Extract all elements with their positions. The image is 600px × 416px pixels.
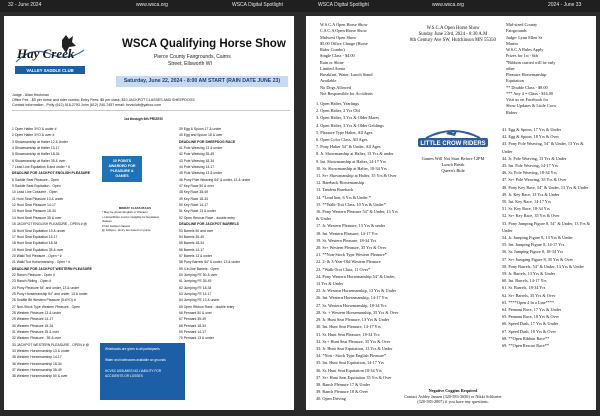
right-issue: 2024 - June 33 bbox=[548, 2, 582, 8]
list-item: 40. Open Driving bbox=[316, 396, 346, 402]
list-item: 67. Speed Dash, 18 Yrs & Over bbox=[502, 328, 556, 334]
divider bbox=[12, 110, 290, 111]
list-item: 30 Western Pleasure 18-34 bbox=[12, 323, 54, 328]
list-item: 52 Open Rescue Race - double entry bbox=[179, 215, 235, 220]
list-item: 28. Sr. + Western Horsemanship, 35 Yrs & Over bbox=[316, 309, 399, 315]
logo-sub: VALLEY SADDLE CLUB bbox=[26, 68, 74, 73]
list-item: 67 Pennant 35-49 bbox=[179, 317, 206, 322]
list-item: 50 Key Race 14-17 bbox=[179, 203, 209, 208]
list-item: 21 Walk/Trot Horsemanship - Open * # bbox=[12, 260, 71, 265]
logo-text: Hay Creek bbox=[17, 46, 75, 61]
list-item: 33. Jr. Hunt Seat Equitation, 13 Yrs & Under bbox=[316, 345, 393, 351]
list-item: 10 Lead Line Costume - Open bbox=[12, 190, 58, 195]
list-item: 29. Jr. Hunt Seat Pleasure, 13 Yrs & Under bbox=[316, 317, 390, 323]
list-item: 14. *Lead line, 6 Yrs & Under * bbox=[316, 194, 371, 200]
list-item: 70 Pennant 13 & under bbox=[179, 336, 214, 341]
list-item: 58. Pony Barrels, 54" & Under, 13 Yrs & Under bbox=[502, 263, 584, 269]
list-item: 46. Sr. Pole Weaving, 18-34 Yrs bbox=[502, 170, 557, 176]
list-item: 47 Key Race 50 & over bbox=[179, 184, 214, 189]
list-item: 63 Jumping FE 14-17 bbox=[179, 291, 212, 296]
list-item: 5 Showmanship at Halter 18-34 bbox=[12, 152, 60, 157]
list-item: 35 Western Horsemanship 14-17 bbox=[12, 355, 62, 360]
footer-line: Negative Coggins Required bbox=[428, 388, 478, 393]
info-box-line: HCVSC ASSUMES NO LIABILITY FOR ACCIDENTS OR LOSSES bbox=[105, 369, 162, 378]
list-item: 11. Sr+ Showmanship at Halter, 35 Yrs & Over bbox=[316, 173, 397, 179]
list-item: DEADLINE FOR JACKPOT WESTERN PLEASURE bbox=[12, 266, 92, 271]
list-item: Prizes for 1st - 6th bbox=[506, 53, 538, 59]
list-item: 1. Open Halter, Yearlings bbox=[316, 101, 360, 106]
list-item: 53. Pony Jumping Figure 8, 54" & Under, 13 Yrs & bbox=[502, 220, 590, 226]
list-item: 47. Sr+ Pole Weaving, 35 Yrs & Over bbox=[502, 177, 567, 183]
right-page bbox=[306, 16, 596, 410]
list-item: 55. Int. Jumping Figure 8, 14-17 Yrs bbox=[502, 242, 565, 248]
points-box bbox=[102, 156, 142, 182]
venue-line-2: Street, Ellsworth WI bbox=[168, 61, 212, 67]
list-item: 4. Open Halter, 3 Yrs & Older Geldings bbox=[316, 122, 384, 128]
list-item: 52. Sr+ Key Race, 35 Yrs & Over bbox=[502, 213, 560, 219]
points-box-line: GAMES bbox=[115, 174, 129, 178]
list-item: 4 Showmanship at Halter 13-17 bbox=[12, 146, 60, 151]
list-item: 9 Saddle Seat Equitation - Open bbox=[12, 184, 61, 189]
list-item: 8. Jr. Showmanship at Halter, 13 Yrs & under bbox=[316, 151, 394, 157]
list-item: 2 Open Halter 3YO & over # bbox=[12, 133, 55, 138]
left-page bbox=[4, 16, 294, 410]
list-item: 55 Barrels 18-34 bbox=[179, 241, 205, 246]
list-item: 21. **Non-Stock Type Western Pleasure* bbox=[316, 252, 387, 258]
list-item: 41. Egg & Spoon, 17 Yrs & Under bbox=[502, 127, 561, 132]
footer-line: (320-583-2807) if you have any questions. bbox=[417, 399, 489, 405]
heading-line: W.S.C.A Open Horse Show bbox=[426, 26, 480, 31]
list-item: DEADLINE FOR JACKPOT BARRELS bbox=[179, 222, 239, 227]
list-item: 37. Sr+ Hunt Seat Equitation 35 Yrs & Over bbox=[316, 374, 392, 380]
hay-creek-logo bbox=[12, 32, 88, 82]
info-contact: Contact Information - Polly (612) 518-2793 John (612) 240-7457 email: hcvsclub@yahoo.com bbox=[12, 103, 162, 107]
list-item: 61. Sr. Barrels, 18-34 Yrs bbox=[502, 285, 546, 291]
show-details-list bbox=[316, 22, 373, 97]
list-item: 30. Int. Hunt Seat Pleasure, 14-17 Yrs bbox=[316, 324, 381, 330]
list-item: 15 JACKPOT ENGLISH PLEASURE - OPEN # @ bbox=[12, 222, 87, 227]
list-item: 31 Western Pleasure 35 & over bbox=[12, 330, 60, 334]
list-item: Pleasure Horsemanship bbox=[506, 72, 547, 77]
list-item: Mid-sized County bbox=[506, 22, 538, 27]
list-item: 69 Pennant 14-17 bbox=[179, 330, 206, 334]
list-item: 15. **Walk-Trot Class, 10 Yrs & Under* bbox=[316, 201, 386, 207]
list-item: 56 Barrels 14-17 bbox=[179, 247, 205, 252]
list-item: 32 Western Pleasure - 55 & over bbox=[12, 336, 62, 341]
list-item: 64 Jumping FE 13 & under bbox=[179, 298, 220, 303]
list-item: 51. Sr. Key Race, 18-34 Yrs bbox=[502, 206, 550, 212]
info-box-line: Water and bathrooms available on grounds bbox=[105, 358, 166, 362]
list-item: other bbox=[506, 65, 515, 71]
list-item: 10. Sr. Showmanship at Halter, 18-34 Yrs bbox=[316, 165, 387, 171]
list-item: 43. Pony Pole Weaving, 54" & Under, 13 Yrs & bbox=[502, 141, 584, 147]
list-item: 38. Ranch Pleasure 17 & Under bbox=[316, 381, 371, 387]
left-issue: 32 - June 2024 bbox=[8, 2, 42, 8]
note-line: + Horse/Rider combo ineligible for Equitation classes bbox=[102, 214, 160, 224]
list-item: C.S.C.A Open Horse Show bbox=[320, 28, 367, 34]
list-item: 50. Int. Key Race, 14-17 Yrs bbox=[502, 199, 551, 205]
info-fees: Office Fee - $5 per horse and rider combo; Entry Fees: $5 per class; $10 JACKPOT CLASSES AND SHEEPDOGS bbox=[12, 98, 195, 102]
list-item: 46 Pony Pole Weaving 54" & under, 13 & under bbox=[179, 177, 251, 182]
left-site: www.wsca.org bbox=[136, 2, 168, 8]
list-item: $5.00 Office Charge (Horse bbox=[320, 40, 368, 46]
list-item: 11 Hunt Seat Pleasure 13 & under bbox=[12, 196, 64, 201]
list-item: 49 Key Race 18-34 bbox=[179, 196, 209, 201]
list-item: Fairgrounds bbox=[506, 28, 527, 34]
rules-list bbox=[502, 22, 556, 116]
list-item: 66. Speed Dash, 17 Yrs & Under bbox=[502, 321, 559, 327]
list-item: 32. Sr.+ Hunt Seat Pleasure, 35 Yrs & Over bbox=[316, 338, 391, 344]
venue-line-1: Pierce County Fairgrounds, Cairns bbox=[154, 54, 231, 60]
deadline-line: Lunch Break bbox=[441, 162, 465, 168]
prizes-header: 1st through 6th PRIZES! bbox=[124, 117, 163, 121]
list-item: Breakfast, Water, Lunch Stand bbox=[320, 72, 373, 77]
list-item: 33 JACKPOT WESTERN PLEASURE - OPEN # @ bbox=[12, 342, 90, 347]
list-item: 58 Pony Barrels 54" & under, 13 & under bbox=[179, 260, 241, 265]
list-item: 13 Yrs & Under bbox=[316, 281, 344, 287]
list-item: 24. Pony Western Horsemanship 54" & Under, bbox=[316, 273, 396, 279]
list-item: 62. Sr+ Barrels, 35 Yrs & Over bbox=[502, 292, 556, 298]
list-item: DEADLINE FOR SHEEPDOG RACE bbox=[179, 139, 236, 144]
note-line: # Not Jackpot classes bbox=[102, 223, 131, 228]
list-item: 54 Barrels 35-49 bbox=[179, 234, 205, 239]
list-item: 44 Pole Weaving 14-17 bbox=[179, 165, 215, 170]
list-item: 66 Pennant 50 & over bbox=[179, 310, 212, 315]
list-item: 59. Jr. Barrels, 13 Yrs & Under bbox=[502, 271, 556, 277]
list-item: Single Class - $4.00 bbox=[320, 53, 355, 59]
list-item: 24 Pony Pleasure 54" and under, 13 & under bbox=[12, 285, 80, 290]
list-item: Riders bbox=[506, 109, 518, 115]
list-item: 35. Int. Hunt Seat Equitation, 14-17 Yrs bbox=[316, 360, 384, 366]
list-item: & Under bbox=[316, 216, 331, 222]
list-item: 65. Pennant Race, 18 Yrs & Over bbox=[502, 314, 559, 320]
points-box-line: PLEASURE & bbox=[110, 169, 134, 173]
list-item: 25 Pony Horsemanship 54" and under, 13 & under bbox=[12, 291, 88, 296]
list-item: ** Double Class - $8.00 bbox=[506, 84, 548, 90]
list-item: 68. **Open Ribbon Race** bbox=[502, 335, 550, 341]
notes-header: MIDDAY CLASS RULES bbox=[118, 206, 152, 210]
list-item: Midwest Open Show bbox=[320, 34, 357, 40]
list-item: 22. 2- & 3-Year-Old Western Pleasure bbox=[316, 259, 381, 265]
list-item: 19. Sr. Western Pleasure, 18-34 Yrs bbox=[316, 237, 377, 243]
note-line: * May be shown English or Western bbox=[102, 210, 148, 215]
list-item: Under bbox=[502, 148, 513, 154]
list-item: 36. Sr. Hunt Seat Equitation 18-34 Yrs bbox=[316, 367, 382, 373]
class-rules-notes bbox=[102, 206, 168, 232]
list-item: 36 Western Horsemanship 18-34 bbox=[12, 361, 62, 366]
list-item: 48. Pony Key Race, 54" & Under, 13 Yrs & Under bbox=[502, 184, 589, 190]
list-item: 48 Key Race 35-49 bbox=[179, 190, 209, 195]
list-item: 20 Walk/Trot Pleasure - Open * # bbox=[12, 253, 62, 258]
list-item: Rain or Shine bbox=[320, 59, 344, 65]
list-item: 56. Sr. Jumping Figure 8, 18-34 Yrs bbox=[502, 249, 564, 255]
list-item: 59 4-in-line Barrels - Open bbox=[179, 266, 219, 271]
list-item: 53 Barrels 50 and over bbox=[179, 228, 214, 233]
footer-line: Contact Ashley Jansen (320-583-3656) or Nikki Schlueter bbox=[404, 393, 502, 399]
list-item: 43 Pole Weaving 18-34 bbox=[179, 158, 215, 163]
list-item: 45 Pole Weaving 13 & under bbox=[179, 171, 223, 176]
list-item: 44. Jr. Pole Weaving, 13 Yrs & Under bbox=[502, 155, 567, 161]
footer-contact bbox=[346, 388, 560, 405]
right-site: www.wsca.org bbox=[432, 2, 464, 8]
list-item: 31. Sr. Hunt Seat Pleasure, 18-34 Yrs bbox=[316, 331, 380, 337]
list-item: 25. Jr. Western Horsemanship, 13 Yrs & Under bbox=[316, 288, 397, 294]
list-item: 28 Western Pleasure 13 & under bbox=[12, 310, 62, 315]
list-item: *Ribbon carried will be only bbox=[506, 59, 556, 65]
little-crow-riders-logo bbox=[416, 124, 490, 150]
list-item: 23. *Walk-Trot Class, 11 Over* bbox=[316, 266, 371, 272]
list-item: 34. *Non - Stock Type English Pleasure* bbox=[316, 353, 387, 359]
list-item: 13. Tandem Bareback bbox=[316, 187, 354, 193]
list-item: DEADLINE FOR JACKPOT ENGLISH PLEASURE bbox=[12, 171, 90, 176]
list-item: 7 Lead Line Equitation 8 and under * # bbox=[12, 165, 70, 170]
right-class-list-1 bbox=[316, 100, 398, 403]
list-item: 49. Jr. Key Race, 13 Yrs & Under bbox=[502, 191, 560, 197]
list-item: 68 Pennant 18-34 bbox=[179, 323, 206, 328]
list-item: 27. Sr. Western Horsemanship, 18-34 Yrs bbox=[316, 302, 387, 308]
info-box bbox=[100, 343, 185, 400]
list-item: 34 Western Horsemanship 13 & under bbox=[12, 349, 70, 354]
right-class-list-2 bbox=[502, 126, 590, 349]
list-item: Show Updates & Little Crow bbox=[506, 103, 557, 109]
deadline-line: Queen's Ride bbox=[441, 168, 465, 174]
list-item: 17 Hunt Seat Equitation 14-17 bbox=[12, 234, 58, 239]
list-item: Under bbox=[502, 227, 513, 233]
show-heading bbox=[406, 26, 500, 45]
list-item: 13 Hunt Seat Pleasure 18-34 bbox=[12, 209, 56, 214]
heading-line: Sunday June 23rd, 2024 - 8:30 A.M bbox=[418, 32, 488, 38]
date-band: Saturday, June 22, 2024 - 8:00 AM START (RAIN DATE JUNE 23) bbox=[116, 76, 288, 87]
list-item: 69. **Open Rescue Race** bbox=[502, 343, 549, 349]
list-item: 61 Jumping FE 35-49 bbox=[179, 279, 212, 284]
list-item: 6 Showmanship at Halter 35 & over bbox=[12, 158, 66, 163]
heading-line: 8th Century Ave SW, Hutchinson MN 55350 bbox=[410, 38, 496, 44]
list-item: 51 Key Race 13 & under bbox=[179, 209, 216, 214]
list-item: Visit us on Facebook for bbox=[506, 97, 549, 102]
show-title: WSCA Qualifying Horse Show bbox=[122, 38, 286, 50]
list-item: 27 Non-Stock Type Western Pleasure - Open bbox=[12, 304, 80, 309]
list-item: 65 Open Ribbon Race - double entry bbox=[179, 304, 235, 309]
list-item: 22 Ranch Pleasure - Open # bbox=[12, 272, 55, 277]
list-item: 14 Hunt Seat Pleasure 35 & over bbox=[12, 215, 62, 220]
note-line: @ Jackpot - Entry fee based on purse bbox=[102, 228, 151, 233]
list-item: 3. Open Halter, 3 Yrs & Older Mares bbox=[316, 115, 380, 121]
games-deadline bbox=[406, 156, 500, 175]
list-item: Limited Arena bbox=[320, 65, 345, 71]
points-box-line: 10 POINTS bbox=[112, 159, 132, 163]
info-box-line: Wristbands are given to all participants bbox=[105, 347, 160, 351]
left-section: WSCA Digital Spotlight bbox=[232, 2, 283, 8]
list-item: 57. Sr+ Jumping Figure 8, 35 Yrs & Over bbox=[502, 256, 573, 262]
list-item: 39 Egg & Spoon 17 & under bbox=[179, 127, 222, 131]
list-item: 40 Egg and Spoon 18 & over bbox=[179, 133, 223, 138]
list-item: Not Responsible for Accidents bbox=[320, 90, 373, 96]
list-item: 2. Open Halter, 2 Yrs Old bbox=[316, 108, 360, 114]
list-item: 12. Bareback Horsemanship bbox=[316, 180, 365, 186]
deadline-line: Games Will Not Start Before 12PM bbox=[421, 156, 485, 161]
list-item: Equitation bbox=[506, 78, 524, 84]
left-class-list-2 bbox=[179, 126, 250, 342]
list-item: 16 Hunt Seat Equitation 13 & under bbox=[12, 228, 66, 233]
list-item: Judge: Lynn Ellen St bbox=[506, 34, 542, 40]
list-item: 19 Hunt Seat Equitation 35 & over bbox=[12, 247, 64, 252]
list-item: 18 Hunt Seat Equitation 18-34 bbox=[12, 241, 58, 246]
list-item: 20. Sr+ Western Pleasure, 35 Yrs & Over bbox=[316, 245, 387, 251]
list-item: 39. Ranch Pleasure 18 & Over bbox=[316, 389, 368, 395]
list-item: 8 Saddle Seat Pleasure - Open bbox=[12, 177, 59, 182]
list-item: 12 Hunt Seat Pleasure 14-17 bbox=[12, 203, 56, 208]
points-box-line: AWARDED FOR bbox=[108, 164, 136, 168]
list-item: 37 Western Horsemanship 35-49 bbox=[12, 368, 62, 373]
list-item: No Dogs Allowed bbox=[320, 84, 352, 90]
list-item: 42 Pole Weaving 35-49 bbox=[179, 152, 215, 157]
list-item: 17. Jr. Western Pleasure, 13 Yrs & under bbox=[316, 223, 386, 229]
list-item: 26. Int. Western Horsemanship, 14-17 Yrs bbox=[316, 295, 388, 301]
list-item: 62 Jumping FE 18-34 bbox=[179, 285, 212, 290]
list-item: 5. Pleasure Type Halter, All Ages bbox=[316, 129, 373, 135]
list-item: 9. Int. Showmanship at Halter, 14-17 Yrs bbox=[316, 158, 386, 164]
list-item: 41 Pole Weaving 13 & under bbox=[179, 146, 223, 151]
list-item: W.S.C.A Open Horse Show bbox=[320, 22, 368, 27]
list-item: 45. Int. Pole Weaving, 14-17 Yrs bbox=[502, 163, 558, 169]
list-item: 26 Snaffle Bit Western Pleasure (5-6YO) # bbox=[12, 298, 76, 303]
list-item: 3 Showmanship at Halter 12 & Under bbox=[12, 139, 68, 144]
list-item: Available bbox=[320, 78, 337, 84]
list-item: 18. Int. Western Pleasure, 14-17 Yrs bbox=[316, 230, 378, 236]
list-item: 6. Open Color Class, All Ages bbox=[316, 137, 368, 143]
list-item: 23 Ranch Riding - Open # bbox=[12, 279, 52, 284]
list-item: 16. Pony Western Pleasure 54" & Under, 13 Yrs bbox=[316, 209, 398, 215]
list-item: 60 Jumping FE 50 & over bbox=[179, 272, 218, 277]
list-item: 29 Western Pleasure 14-17 bbox=[12, 317, 54, 322]
list-item: 63. ****Open 4 In a Line**** bbox=[502, 299, 555, 305]
top-bar bbox=[0, 0, 600, 12]
right-section: WSCA Digital Spotlight bbox=[318, 2, 369, 8]
list-item: 64. Pennant Race, 17 Yrs & Under bbox=[502, 307, 562, 313]
list-item: *** Any 4 = Class - $16.00 bbox=[506, 90, 554, 96]
list-item: 1 Open Halter 3YO & under # bbox=[12, 127, 57, 131]
info-judge: Judge - Allan Heckman bbox=[12, 93, 49, 97]
list-item: 60. Int. Barrels, 14-17 Yrs bbox=[502, 278, 547, 284]
list-item: Martin bbox=[506, 40, 518, 46]
list-item: 7. Pony Halter 54" & Under, All Ages bbox=[316, 144, 381, 150]
left-class-list-1 bbox=[12, 126, 92, 380]
logo-text: LITTLE CROW RIDERS bbox=[420, 141, 486, 147]
list-item: 54. Jr. Jumping Figure 8, 13 Yrs & Under bbox=[502, 235, 573, 241]
list-item: Rider Combo) bbox=[320, 47, 345, 52]
list-item: 57 Barrels 13 & under bbox=[179, 253, 212, 258]
list-item: 42. Egg & Spoon, 18 Yrs & Over bbox=[502, 134, 559, 140]
list-item: 38 Western Horsemanship 50 & over bbox=[12, 374, 68, 379]
list-item: W.S.C.A Rules Apply bbox=[506, 47, 544, 52]
